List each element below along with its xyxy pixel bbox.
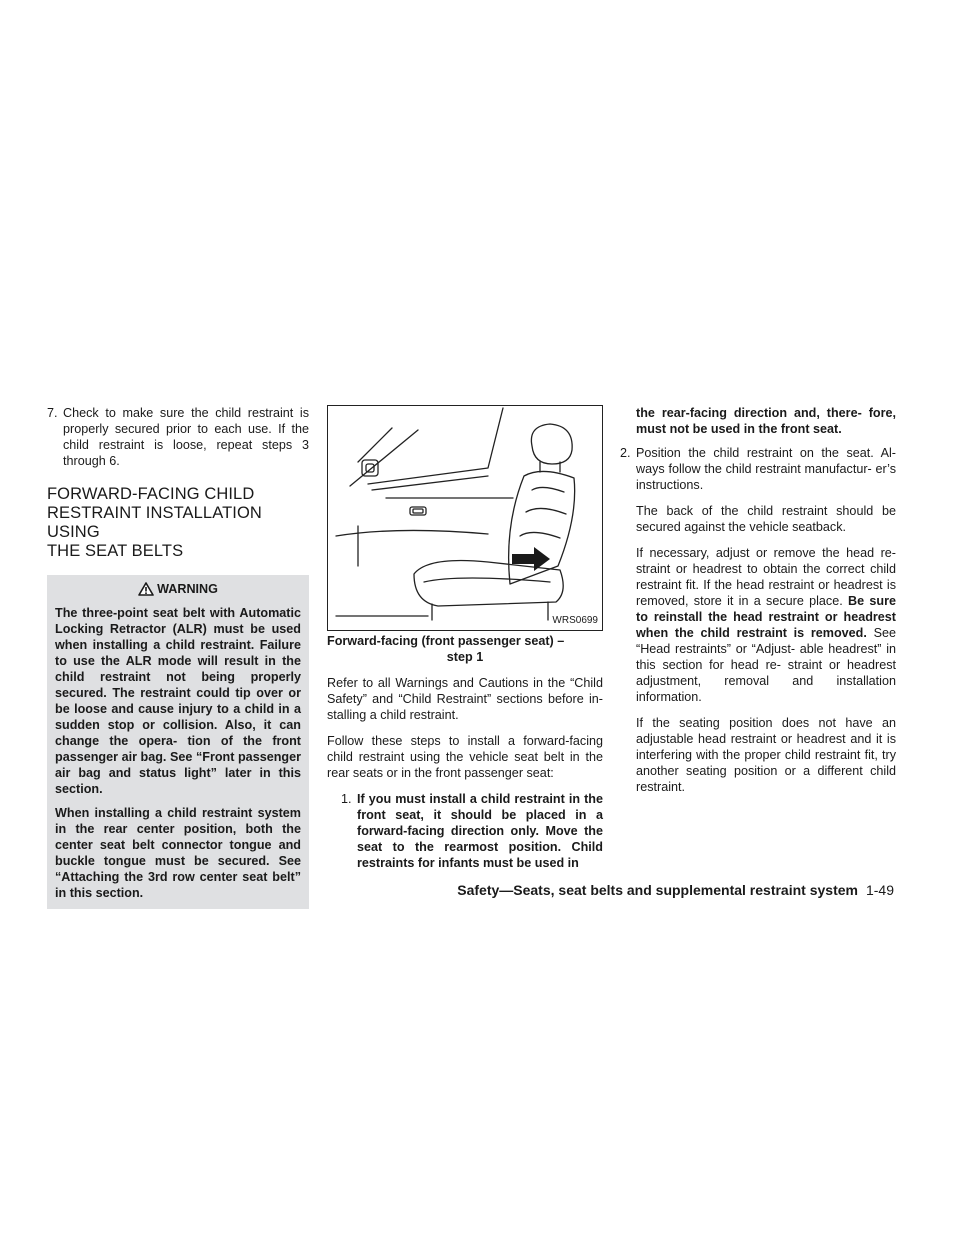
- heading-line-3: THE SEAT BELTS: [47, 542, 184, 560]
- seat-illustration: [327, 405, 603, 631]
- page-footer: [422, 881, 894, 899]
- page-number: 1-49: [865, 882, 894, 898]
- head-restraint-paragraph: [620, 545, 896, 705]
- head-restraint-bold-text: Be sure to reinstall the head restraint or headrest when the child restraint is removed.: [636, 594, 897, 640]
- head-restraint-reference-text: See “Head restraints” or “Adjust- able headrest” in this section for head re- straint or headrest adjustment, removal and installation information.: [636, 626, 896, 704]
- caption-line-2: step 1: [446, 650, 484, 664]
- warning-triangle-icon: [138, 582, 154, 596]
- heading-line-1: FORWARD-FACING CHILD: [47, 485, 255, 503]
- seating-position-paragraph: If the seating position does not have an adjustable head restraint or headrest and it is interfering with the proper child restraint fit, try another seating position or a different child restraint.: [636, 716, 896, 794]
- steps-intro-paragraph: Follow these steps to install a forward-facing child restraint using the vehicle seat belt in the rear seats or in the front passenger seat:: [327, 734, 603, 780]
- step-text: Position the child restraint on the seat. Al- ways follow the child restraint manufactur- er’s instructions.: [636, 446, 896, 492]
- step-number: 7.: [47, 406, 58, 420]
- step-number: 2.: [620, 446, 631, 460]
- caption-line-1: Forward-facing (front passenger seat) –: [327, 634, 565, 648]
- heading-line-2: RESTRAINT INSTALLATION USING: [47, 504, 262, 541]
- step-1: [327, 791, 603, 871]
- step-2: [620, 445, 896, 493]
- warning-paragraph-1: The three-point seat belt with Automatic Locking Retractor (ALR) must be used when installing a child restraint. Failure to use the ALR mode will result in the child restraint not being properly secured. The restraint could tip over or be loose and cause injury to a child in a sudden stop or collision. Also, it can change the opera- tion of the front passenger air bag. See “Front passenger air bag and status light” later in this section.: [55, 606, 301, 796]
- section-heading: [47, 485, 309, 561]
- intro-paragraph: Refer to all Warnings and Cautions in the “Child Safety” and “Child Restraint” sections before in- stalling a child restraint.: [327, 676, 603, 722]
- step-1-continued: the rear-facing direction and, there- fore, must not be used in the front seat.: [636, 406, 896, 436]
- warning-paragraph-2: When installing a child restraint system in the rear center position, both the center seat belt connector tongue and buckle tongue must be secured. See “Attaching the 3rd row center seat belt” in this section.: [55, 806, 301, 900]
- step-number: 1.: [341, 792, 352, 806]
- figure-id: WRS0699: [552, 615, 598, 626]
- seatback-paragraph: The back of the child restraint should be secured against the vehicle seatback.: [636, 504, 896, 534]
- step-text: Check to make sure the child restraint is properly secured prior to each use. If the child restraint is loose, repeat steps 3 through 6.: [63, 406, 309, 468]
- column-left: [47, 405, 309, 909]
- warning-title: [55, 581, 301, 597]
- warning-label: WARNING: [157, 582, 218, 596]
- step-text: If you must install a child restraint in the front seat, it should be placed in a forward-facing direction only. Move the seat to the rearmost position. Child restraints for infants must be used in: [357, 792, 603, 870]
- warning-box: [47, 575, 309, 909]
- footer-section-title: Safety—Seats, seat belts and supplemental restraint system: [457, 882, 858, 898]
- column-right: [620, 405, 896, 805]
- head-restraint-text: If necessary, adjust or remove the head re- straint or headrest to obtain the correct child restraint fit. If the head restraint or headrest is removed, store it in a secure place.: [636, 546, 896, 608]
- column-middle: [327, 405, 603, 871]
- step-7: [47, 405, 309, 469]
- figure-caption: [327, 633, 603, 665]
- front-passenger-seat-icon: [328, 406, 602, 630]
